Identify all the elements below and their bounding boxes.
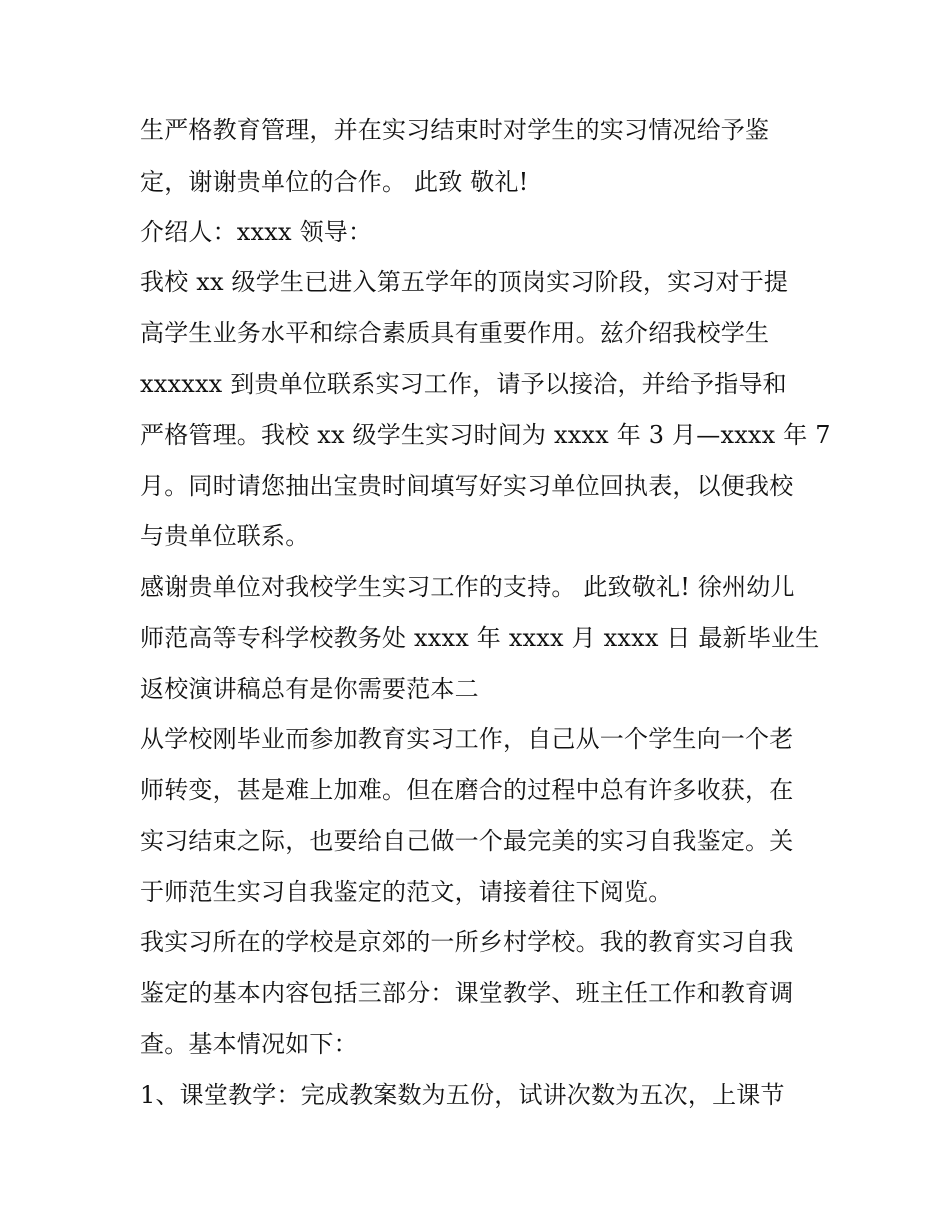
text-line: 与贵单位联系。 (140, 522, 310, 550)
text-line: 鉴定的基本内容包括三部分：课堂教学、班主任工作和教育调 (140, 979, 794, 1007)
text-line: 实习结束之际，也要给自己做一个最完美的实习自我鉴定。关 (140, 827, 794, 855)
text-line: 师转变，甚是难上加难。但在磨合的过程中总有许多收获，在 (140, 776, 794, 804)
text-line: 生严格教育管理，并在实习结束时对学生的实习情况给予鉴 (140, 116, 770, 144)
text-line: 月。同时请您抽出宝贵时间填写好实习单位回执表，以便我校 (140, 472, 794, 500)
text-line: 返校演讲稿总有是你需要范本二 (140, 675, 479, 703)
text-line: 我实习所在的学校是京郊的一所乡村学校。我的教育实习自我 (140, 928, 794, 956)
text-line: 高学生业务水平和综合素质具有重要作用。兹介绍我校学生 (140, 319, 770, 347)
text-line: 严格管理。我校 xx 级学生实习时间为 xxxx 年 3 月—xxxx 年 7 (140, 421, 831, 449)
text-line: 从学校刚毕业而参加教育实习工作，自己从一个学生向一个老 (140, 725, 794, 753)
text-line: xxxxxx 到贵单位联系实习工作，请予以接洽，并给予指导和 (140, 370, 787, 398)
text-line: 感谢贵单位对我校学生实习工作的支持。 此致敬礼! 徐州幼儿 (140, 573, 795, 601)
text-line: 我校 xx 级学生已进入第五学年的顶岗实习阶段，实习对于提 (140, 268, 789, 296)
text-line: 1、课堂教学：完成教案数为五份，试讲次数为五次，上课节 (140, 1081, 785, 1109)
text-line: 师范高等专科学校教务处 xxxx 年 xxxx 月 xxxx 日 最新毕业生 (140, 624, 820, 652)
text-line: 查。基本情况如下： (140, 1030, 358, 1058)
text-line: 于师范生实习自我鉴定的范文，请接着往下阅览。 (140, 878, 673, 906)
text-line: 定，谢谢贵单位的合作。 此致 敬礼! (140, 168, 529, 196)
text-line: 介绍人：xxxx 领导： (140, 218, 373, 246)
